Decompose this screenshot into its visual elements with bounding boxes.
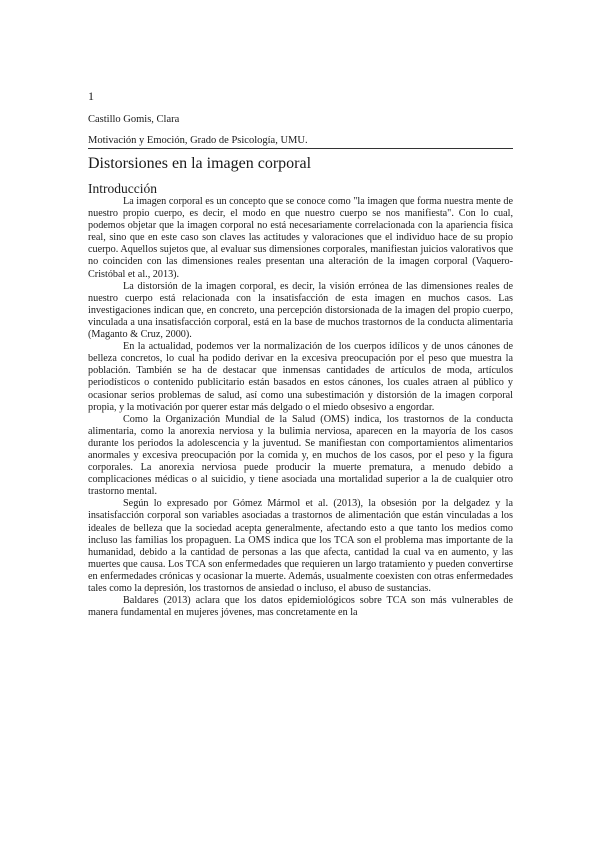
- paragraph: La distorsión de la imagen corporal, es decir, la visión errónea de las dimensiones reales de nuestro cuerpo está relacionada con la insatisfacción de esta imagen en muchos casos. Las investigaciones indican que, en concreto, una percepción distorsionada de la imagen del propio cuerpo, vinculada a una insatisfacción corporal, está en la base de muchos trastornos de la conducta alimentaria (Maganto & Cruz, 2000).: [88, 280, 513, 341]
- section-heading: Introducción: [88, 181, 157, 196]
- paragraph: Baldares (2013) aclara que los datos epidemiológicos sobre TCA son más vulnerables de manera fundamental en mujeres jóvenes, mas concretamente en la: [88, 595, 513, 619]
- paragraph: Según lo expresado por Gómez Mármol et al. (2013), la obsesión por la delgadez y la insatisfacción corporal son variables asociadas a trastornos de alimentación que están vinculadas a los ideales de belleza que la sociedad acepta generalmente, afectando esto a que tanto los medios como incluso las familias los propaguen. La OMS indica que los TCA son el problema mas importante de la humanidad, debido a la cantidad de personas a las que afecta, cantidad la cual va en aumento, y las muertes que causa. Los TCA son enfermedades que requieren un largo tratamiento y pueden convertirse en enfermedades crónicas y ocasionar la muerte. Además, usualmente coexisten con otras enfermedades tales como la depresión, los trastornos de ansiedad o incluso, el abuso de sustancias.: [88, 498, 513, 594]
- document-title: Distorsiones en la imagen corporal: [88, 155, 312, 172]
- paragraph: Como la Organización Mundial de la Salud (OMS) indica, los trastornos de la conducta alimentaria, como la anorexia nerviosa y la bulimia nerviosa, aparecen en la mayoría de los casos durante los periodos la adolescencia y la juventud. Se manifiestan con comportamientos alimentarios anormales y excesiva preocupación por la comida y, en muchos de los casos, por el peso y la figura corporales. La anorexia nerviosa puede producir la muerte prematura, a menudo debido a complicaciones médicas o al suicidio, y tiene asociada una mortalidad superior a la de cualquier otro trastorno mental.: [88, 413, 513, 498]
- paragraph: La imagen corporal es un concepto que se conoce como "la imagen que forma nuestra mente de nuestro propio cuerpo, es decir, el modo en que nuestro cuerpo se nos manifiesta". Con lo cual, podemos objetar que la imagen corporal no está necesariamente correlacionada con la apariencia física real, sino que en este caso son claves las actitudes y valoraciones que el individuo hace de su propio cuerpo. Aquellos sujetos que, al evaluar sus dimensiones corporales, manifiestan juicios valorativos que no coinciden con las dimensiones reales presentan una alteración de la imagen corporal (Vaquero-Cristóbal et al., 2013).: [88, 196, 513, 280]
- paragraph: En la actualidad, podemos ver la normalización de los cuerpos idílicos y de unos cánones de belleza concretos, lo cual ha podido derivar en la excesiva preocupación por el peso que muestra la población. También se ha de destacar que inmensas cantidades de artículos de moda, artículos periodísticos o contenido publicitario están basados en estos cánones, los cuales atraen al público y ocasionar serios problemas de salud, así como una subestimación y distorsión de la imagen corporal propia, y la motivación por querer estar más delgado o el miedo obsesivo a engordar.: [88, 341, 513, 413]
- page-number: 1: [88, 89, 94, 103]
- affiliation-line: Motivación y Emoción, Grado de Psicología, UMU.: [88, 135, 308, 146]
- author-line: Castillo Gomis, Clara: [88, 114, 180, 125]
- body-text: [88, 196, 513, 619]
- header-divider: [88, 148, 513, 149]
